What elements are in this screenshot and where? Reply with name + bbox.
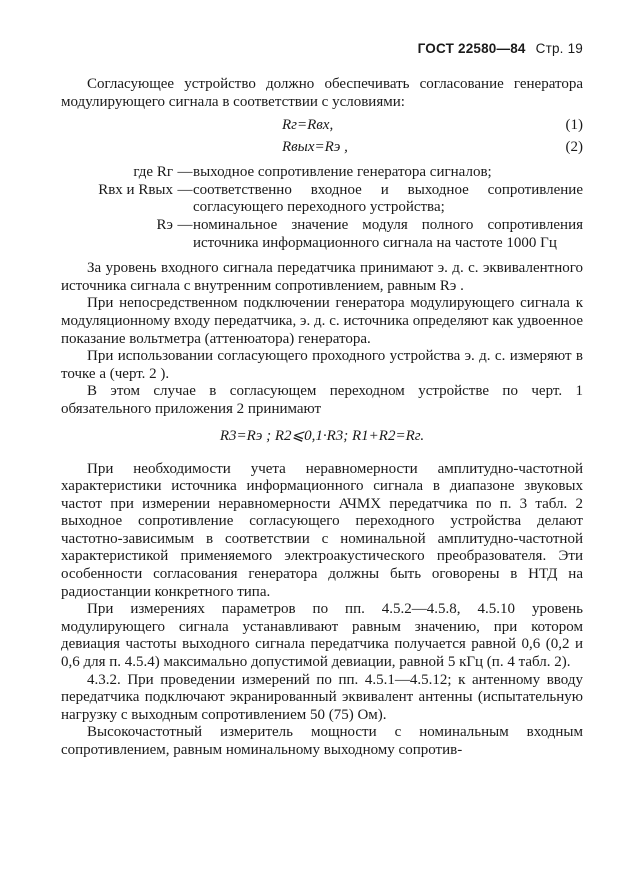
formula-2 [61,136,583,158]
definition-symbol: где Rг [133,164,173,181]
definition-dash: — [177,216,193,233]
paragraph-pass-through: При использовании согласующего проходного устройства э. д. с. измеряют в точке a (черт. 2 ). [61,348,583,382]
paragraph-power-meter: Высокочастотный измеритель мощности с номинальным входным сопротивлением, равным номинальному выходному сопротив- [61,724,583,758]
formula-block [61,114,583,158]
definition-dash: — [177,181,193,198]
definition-text: номинальное значение модуля полного сопротивления источника информационного сигнала на частоте 1000 Гц [193,216,583,251]
formula-1-expression: Rг=Rвх, [282,117,334,134]
paragraph-measurements: При измерениях параметров по пп. 4.5.2—4.5.8, 4.5.10 уровень модулирующего сигнала устанавливают равным значению, при котором девиация частоты выходного сигнала передатчика получается равной 0,6 (0,2 и 0,6 для п. 4.5.4) максимально допустимой девиации, равной 5 кГц (п. 4 табл. 2). [61,601,583,671]
standard-number: ГОСТ 22580—84 [417,41,526,56]
formula-1 [61,114,583,136]
formula-2-number: (2) [565,139,583,156]
paragraph-transition-device: В этом случае в согласующем переходном устройстве по черт. 1 обязательного приложения 2 принимают [61,383,583,417]
definition-row [61,164,583,182]
paragraph-4-3-2: 4.3.2. При проведении измерений по пп. 4.5.1—4.5.12; к антенному вводу передатчика подключают экранированный эквивалент антенны (испытательную нагрузку с выходным сопротивлением 50 (75) Ом). [61,671,583,723]
paragraph-frequency-response: При необходимости учета неравномерности амплитудно-частотной характеристики источника информационного сигнала в диапазоне звуковых частот при измерении неравномерности АЧМХ передатчика по п. 3 табл. 2 выходное сопротивление согласующего переходного устройства делают частотно-зависимым в соответствии с номинальной амплитудно-частотной характеристикой применяемого электроакустического преобразователя. Эти особенности согласования генератора должны быть оговорены в НТД на радиостанции конкретного типа. [61,460,583,600]
page-number: Стр. 19 [535,41,583,56]
definition-row [61,217,583,252]
formula-2-expression: Rвых=Rэ , [282,139,348,156]
paragraph-direct-connection: При непосредственном подключении генератора модулирующего сигнала к модуляционному входу передатчика, э. д. с. источника определяют как удвоенное показание вольтметра (аттенюатора) генератора. [61,295,583,347]
definition-row [61,182,583,217]
definition-dash: — [177,164,193,181]
formula-3-expression: R3=Rэ ; R2⩽0,1·R3; R1+R2=Rг. [219,427,425,444]
definition-text: выходное сопротивление генератора сигналов; [193,164,492,181]
page-body [61,76,583,760]
formula-3 [61,425,583,447]
definition-symbol: Rвх и Rвых [98,181,173,198]
paragraph-input-level: За уровень входного сигнала передатчика принимают э. д. с. эквивалентного источника сигнала с внутренним сопротивлением, равным Rэ . [61,260,583,294]
where-definitions [61,164,583,252]
paragraph-intro: Согласующее устройство должно обеспечивать согласование генератора модулирующего сигнала в соответствии с условиями: [61,76,583,110]
page-header [418,41,583,56]
definition-text: соответственно входное и выходное сопротивление согласующего переходного устройства; [193,181,583,216]
definition-symbol: Rэ [156,216,173,233]
formula-1-number: (1) [565,117,583,134]
